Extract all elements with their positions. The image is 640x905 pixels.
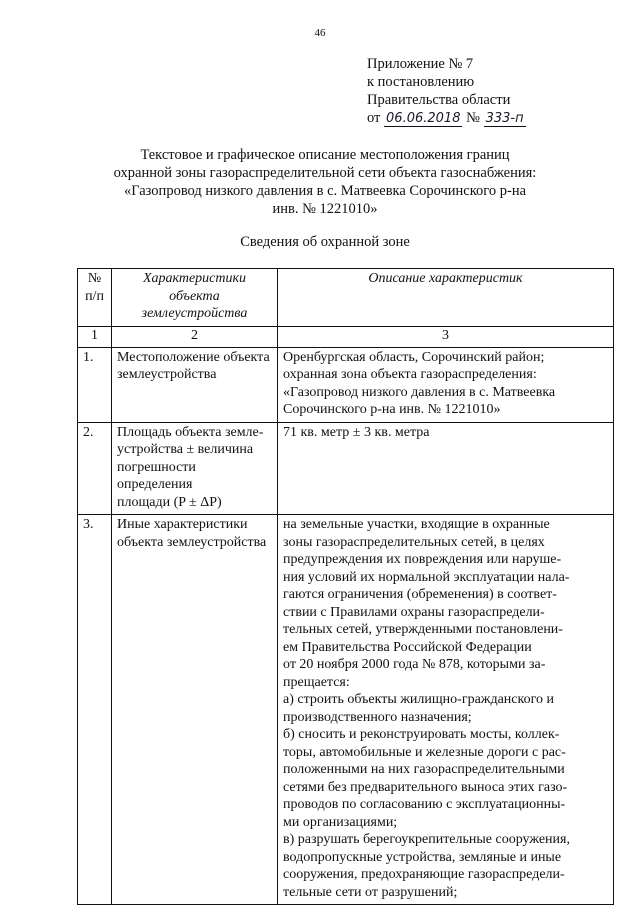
document-title — [60, 146, 590, 218]
header-number: № п/п — [78, 269, 112, 327]
row-description: 71 кв. метр ± 3 кв. метра — [278, 422, 614, 515]
protection-zone-table — [77, 268, 614, 905]
title-line-4: инв. № 1221010» — [272, 201, 378, 217]
column-number: 1 — [78, 326, 112, 347]
header-characteristic: Характеристики объекта землеустройства — [112, 269, 278, 327]
table-header-row — [78, 269, 614, 327]
section-subtitle: Сведения об охранной зоне — [240, 234, 410, 250]
handwritten-number: 333-п — [485, 111, 524, 126]
appendix-header — [367, 55, 627, 127]
row-description: Оренбургская область, Сорочинский район; охранная зона объекта газораспределения: «Газопровод низкого давления в с. Матвеевка Сорочинского р-на инв. № 1221010» — [278, 347, 614, 422]
from-label: от — [367, 110, 381, 126]
number-label: № — [466, 110, 480, 126]
row-characteristic: Иные характеристики объекта землеустройства — [112, 515, 278, 905]
column-number-row — [78, 326, 614, 347]
page-number: 46 — [314, 27, 326, 39]
row-number: 3. — [78, 515, 112, 905]
table-row — [78, 422, 614, 515]
appendix-date-line — [367, 109, 627, 127]
row-number: 1. — [78, 347, 112, 422]
title-line-3: «Газопровод низкого давления в с. Матвеевка Сорочинского р-на — [123, 183, 527, 199]
title-line-2: охранной зоны газораспределительной сети объекта газоснабжения: — [113, 165, 537, 181]
header-description: Описание характеристик — [278, 269, 614, 327]
appendix-line-1: Приложение № 7 — [367, 56, 474, 72]
row-number: 2. — [78, 422, 112, 515]
table-row — [78, 515, 614, 905]
column-number: 3 — [278, 326, 614, 347]
row-characteristic: Местоположение объекта землеустройства — [112, 347, 278, 422]
title-line-1: Текстовое и графическое описание местоположения границ — [140, 147, 510, 163]
handwritten-date: 06.06.2018 — [386, 111, 461, 126]
table-row — [78, 347, 614, 422]
row-description: на земельные участки, входящие в охранные зоны газораспределительных сетей, в целях предупреждения их повреждения или наруше- ния условий их нормальной эксплуатации нала- гаются ограничения (обременения) в соответ- ствии с Правилами охраны газораспредели- тельных сетей, утвержденными постановлени- ем Правительства Российской Федерации от 20 ноября 2000 года № 878, которыми за- прещается: а) строить объекты жилищно-гражданского и производственного назначения; б) сносить и реконструировать мосты, коллек- торы, автомобильные и железные дороги с рас- положенными на них газораспределительными сетями без предварительного выноса этих газо- проводов по согласованию с эксплуатационны- ми организациями; в) разрушать берегоукрепительные сооружения, водопропускные устройства, земляные и иные сооружения, предохраняющие газораспредели- тельные сети от разрушений; — [278, 515, 614, 905]
appendix-line-3: Правительства области — [367, 92, 511, 108]
column-number: 2 — [112, 326, 278, 347]
row-characteristic: Площадь объекта земле- устройства ± величина погрешности определения площади (P ± ΔP) — [112, 422, 278, 515]
appendix-line-2: к постановлению — [367, 74, 475, 90]
